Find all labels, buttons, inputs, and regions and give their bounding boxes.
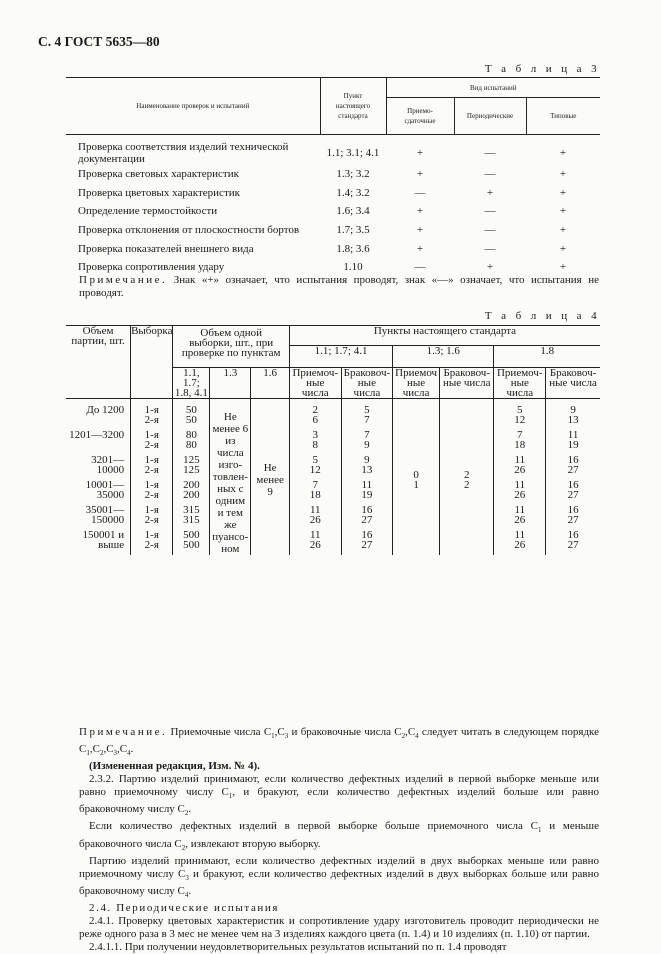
value: 13 <box>567 414 579 426</box>
table4-g2-reject: Браковоч-ные числа <box>440 368 494 399</box>
table4-cell-s1 <box>173 430 210 455</box>
value: 9 <box>364 439 370 452</box>
paragraph-2-3-2 <box>79 773 599 820</box>
table3-cell-point: 1.8; 3.6 <box>336 242 370 255</box>
value: 2-я <box>144 464 159 477</box>
table4-cell-s1 <box>173 399 210 431</box>
table3-cell-accept: — <box>414 261 426 274</box>
table4-row <box>66 455 600 480</box>
table4-cell-volume <box>66 455 131 480</box>
table3-cell-accept: + <box>416 205 424 218</box>
value: 2 <box>312 404 318 416</box>
value: 9 <box>570 404 576 416</box>
table4-cell-volume <box>66 399 131 431</box>
value: 16 <box>361 529 373 542</box>
table3-cell-type: + <box>559 242 567 255</box>
table3-cell-type: + <box>559 147 567 159</box>
table4-cell-g1-accept <box>289 399 341 431</box>
table4-cell-g1-accept <box>289 480 341 505</box>
table4-row <box>66 399 600 431</box>
value: 1-я <box>144 529 159 542</box>
table4-cell-g3-accept <box>494 430 546 455</box>
table4-group1: 1.1; 1.7; 4.1 <box>289 346 392 368</box>
value: 9 <box>364 454 370 467</box>
value: 11 <box>309 504 321 517</box>
value: 16 <box>567 479 579 492</box>
table4-cell-sample <box>131 430 173 455</box>
value: 200 <box>183 479 200 492</box>
subscript: 2 <box>181 843 186 852</box>
table3-note <box>79 274 599 300</box>
subscript: 2 <box>401 732 406 741</box>
text: Партию изделий принимают, если количество дефектных изделий в двух выборках меньше или равно приемочному числу С <box>79 854 599 880</box>
text: , извлекают вторую выборку. <box>185 837 321 850</box>
value: 16 <box>567 529 579 542</box>
table3-cell-periodic: + <box>486 186 494 199</box>
value: 2-я <box>144 539 159 552</box>
table4-cell-g1-reject <box>341 505 393 530</box>
table3-row <box>66 239 600 258</box>
value: 26 <box>514 514 526 527</box>
table4-cell-g1-accept <box>289 455 341 480</box>
value: 27 <box>567 464 579 477</box>
value: 19 <box>361 489 373 502</box>
table3-cell-type: + <box>559 205 567 218</box>
table4-cell-g2-accept <box>393 399 440 556</box>
value: 12 <box>309 464 321 477</box>
table3-cell-point: 1.3; 3.2 <box>336 168 370 181</box>
subscript: 1 <box>538 826 542 835</box>
note-text: следует читать в следующем порядке С <box>79 726 600 756</box>
table3-cell-name: Проверка соответствия изделий технической документации <box>78 141 289 165</box>
value: Не менее 9 <box>256 462 284 498</box>
value: 50 <box>185 414 197 426</box>
table4-cell-sample <box>131 455 173 480</box>
value: 315 <box>183 514 200 527</box>
text: и меньше браковочного числа С <box>79 820 599 850</box>
table4-cell-g3-reject <box>546 505 600 530</box>
table3-cell-periodic: — <box>484 147 496 159</box>
table4-g1-accept: Приемоч-ные числа <box>289 368 341 399</box>
table3-cell-point: 1.1; 3.1; 4.1 <box>326 147 380 159</box>
note-text: ,С <box>405 726 416 738</box>
table4-group3: 1.8 <box>494 346 600 368</box>
table3-cell-point: 1.6; 3.4 <box>336 205 370 218</box>
table4-cell-g3-accept <box>494 399 546 431</box>
value: 13 <box>361 464 373 477</box>
value: 1 <box>413 479 419 491</box>
value: 27 <box>567 489 579 502</box>
table3-cell-type: + <box>559 261 567 274</box>
table3-caption: Т а б л и ц а 3 <box>484 63 600 75</box>
table3-cell-name: Определение термостойкости <box>78 205 218 218</box>
value: 26 <box>514 464 526 477</box>
value: 12 <box>514 414 526 426</box>
table3-col-periodic: Периодические <box>454 98 526 135</box>
table3-cell-periodic: — <box>484 205 496 218</box>
table3-note-text: Знак «+» означает, что испытания проводят, знак «—» означает, что испытания не проводят. <box>79 274 599 299</box>
subscript: 4 <box>184 891 189 900</box>
text: и бракуют, если количество дефектных изделий в двух выборках больше или равно браковочному числу С <box>79 867 599 897</box>
table3-cell-name: Проверка световых характеристик <box>78 168 239 181</box>
table3-cell-periodic: — <box>484 168 496 181</box>
table4-cell-g3-accept <box>494 455 546 480</box>
value: 35001—150000 <box>85 504 125 527</box>
text: , и бракуют, если количество дефектных изделий больше или равно браковочному числу С <box>79 786 599 816</box>
text: . <box>188 803 192 816</box>
edit-note: (Измененная редакция, Изм. № 4). <box>89 760 260 772</box>
paragraph-second-sample <box>79 820 599 854</box>
value: 150001 и выше <box>82 529 125 552</box>
table4-cell-sample <box>131 530 173 555</box>
note-text: и браковочные числа С <box>288 726 402 738</box>
value: 80 <box>185 439 197 452</box>
table3-row <box>66 184 600 203</box>
value: 1-я <box>144 479 159 492</box>
table4-row <box>66 430 600 455</box>
note-text: ,С <box>89 743 100 756</box>
paragraph-2-4-1-1: 2.4.1.1. При получении неудовлетворительных результатов испытаний по п. 1.4 проводят <box>89 941 507 954</box>
table3-cell-accept: — <box>414 186 426 199</box>
value: 315 <box>183 504 200 517</box>
value: 1-я <box>144 429 159 442</box>
value: 5 <box>364 404 370 416</box>
value: 200 <box>183 489 200 502</box>
value: 27 <box>567 539 579 552</box>
table4-sub2: 1.3 <box>210 368 251 399</box>
note-text: Приемочные числа С <box>167 726 272 738</box>
value: 2-я <box>144 439 159 452</box>
table3-cell-name: Проверка сопротивления удару <box>78 261 225 274</box>
value: 1-я <box>144 404 159 416</box>
value: 1201—3200 <box>69 429 125 442</box>
body-text <box>79 760 599 954</box>
subscript: 1 <box>271 732 275 741</box>
table3-note-label: Примечание. <box>79 274 168 286</box>
value: 26 <box>309 514 321 527</box>
table4-row <box>66 480 600 505</box>
table3-row <box>66 165 600 184</box>
value: 7 <box>517 429 523 442</box>
value: 11 <box>309 529 321 542</box>
table3-cell-periodic: + <box>486 261 494 274</box>
table3-cell-point: 1.4; 3.2 <box>336 186 370 199</box>
value: 2-я <box>144 489 159 502</box>
table4-cell-sample <box>131 505 173 530</box>
table4-cell-volume <box>66 530 131 555</box>
table4-cell-g3-reject <box>546 455 600 480</box>
table4-caption: Т а б л и ц а 4 <box>484 310 600 322</box>
value: 11 <box>514 479 526 492</box>
value: 27 <box>361 514 373 527</box>
table4-cell-g1-reject <box>341 430 393 455</box>
table3-cell-point: 1.10 <box>343 261 363 274</box>
subscript: 3 <box>185 873 189 882</box>
value: 16 <box>361 504 373 517</box>
subscript: 1 <box>86 749 90 758</box>
note-text: ,С <box>274 726 285 738</box>
value: 2-я <box>144 514 159 527</box>
value: 5 <box>312 454 318 467</box>
table4-col-onesample: Объем одной выборки, шт., при проверке по пунктам <box>173 326 289 368</box>
table4-cell-sample <box>131 399 173 431</box>
table4-cell-g3-accept <box>494 505 546 530</box>
value: 125 <box>183 454 200 467</box>
table4-note-label: Примечание. <box>79 726 168 738</box>
value: 11 <box>514 454 526 467</box>
value: 7 <box>364 429 370 442</box>
value: 8 <box>312 439 318 452</box>
table3-row <box>66 202 600 221</box>
text: 2.3.2. Партию изделий принимают, если количество дефектных изделий в первой выборке меньше или равно приемочному числу С <box>79 773 599 798</box>
table3-cell-name: Проверка отклонения от плоскостности бортов <box>78 224 300 237</box>
table4-cell-volume <box>66 480 131 505</box>
table4-cell-g3-reject <box>546 430 600 455</box>
value: 11 <box>361 479 373 492</box>
table4-g2-accept: Приемоч ные числа <box>393 368 440 399</box>
table3-cell-name: Проверка цветовых характеристик <box>78 186 240 199</box>
value: 7 <box>364 414 370 426</box>
value: 0 <box>413 469 419 481</box>
value: 26 <box>309 539 321 552</box>
table4-cell-g1-reject <box>341 530 393 555</box>
table4-col-points: Пункты настоящего стандарта <box>289 326 600 346</box>
value: 10001—35000 <box>85 479 125 502</box>
value: 5 <box>517 404 523 416</box>
table4-cell-s1 <box>173 505 210 530</box>
table4-g3-accept: Приемоч-ные числа <box>494 368 546 399</box>
value: 2 <box>463 479 470 491</box>
value: 16 <box>567 504 579 517</box>
value: 2 <box>463 469 470 481</box>
value: До 1200 <box>86 404 125 416</box>
table4-cell-s3 <box>251 399 290 556</box>
table4-row <box>66 530 600 555</box>
table4-cell-g3-accept <box>494 530 546 555</box>
table3-cell-accept: + <box>416 147 424 159</box>
table3-row <box>66 135 600 166</box>
table3 <box>66 77 600 277</box>
subscript: 2 <box>99 749 104 758</box>
table4-cell-g1-accept <box>289 530 341 555</box>
value: 11 <box>514 529 526 542</box>
value: Не менее 6 из числа изго-товлен-ных с одним и тем же пуансо-ном <box>212 411 249 555</box>
table3-cell-point: 1.7; 3.5 <box>336 224 370 237</box>
subscript: 3 <box>284 732 289 741</box>
paragraph-2-4-1: 2.4.1. Проверку цветовых характеристик и сопротивление удару изготовитель проводит периодически не реже одного раза в 3 мес не менее чем на 3 изделиях каждого цвета (п. 1.4) и 10 изделиях (п. 1.10) от партии. <box>79 915 599 941</box>
table3-cell-periodic: — <box>484 224 496 237</box>
table3-col-type: Типовые <box>526 98 600 135</box>
table4-sub1: 1.1, 1.7; 1.8, 4.1 <box>174 367 208 399</box>
table3-cell-name: Проверка показателей внешнего вида <box>78 242 254 255</box>
table4-g1-reject: Браковоч-ные числа <box>341 368 393 399</box>
subscript: 4 <box>127 749 131 758</box>
note-text: ,С <box>103 743 114 756</box>
table4-cell-g3-reject <box>546 399 600 431</box>
value: 500 <box>183 529 200 542</box>
subscript: 4 <box>415 732 419 741</box>
value: 3 <box>312 429 318 442</box>
table4-group2: 1.3; 1.6 <box>393 346 494 368</box>
table4-col-sample: Выборка <box>131 326 173 399</box>
page-header: С. 4 ГОСТ 5635—80 <box>38 34 160 49</box>
table4-g3-reject: Браковоч-ные числа <box>546 368 600 399</box>
table3-col-point: Пункт настоящего стандарта <box>320 78 386 135</box>
text: Если количество дефектных изделий в первой выборке больше приемочного числа С <box>89 820 539 833</box>
note-text: ,С <box>117 743 128 756</box>
value: 18 <box>309 489 321 502</box>
table3-cell-accept: + <box>416 168 424 181</box>
table4-row <box>66 505 600 530</box>
table3-cell-type: + <box>559 224 567 237</box>
table4-cell-g1-reject <box>341 399 393 431</box>
value: 500 <box>183 539 200 552</box>
table4-cell-g3-reject <box>546 480 600 505</box>
table4-cell-g1-accept <box>289 505 341 530</box>
table4-note <box>79 726 599 760</box>
value: 7 <box>312 479 318 492</box>
table3-col-types: Вид испытаний <box>386 78 600 98</box>
value: 19 <box>567 439 579 452</box>
table4-cell-volume <box>66 505 131 530</box>
table3-cell-accept: + <box>416 224 424 237</box>
table4-col-volume: Объем партии, шт. <box>66 326 131 399</box>
value: 80 <box>185 429 197 442</box>
value: 125 <box>183 464 200 477</box>
value: 16 <box>567 454 579 467</box>
table4-cell-s1 <box>173 480 210 505</box>
table4-cell-g1-reject <box>341 480 393 505</box>
table4-sub3: 1.6 <box>251 368 290 399</box>
table3-cell-periodic: — <box>484 242 496 255</box>
text: . <box>188 884 192 897</box>
note-text: . <box>130 743 134 756</box>
table4-cell-g3-reject <box>546 530 600 555</box>
table3-col-accept: Приемо-сдаточные <box>386 98 454 135</box>
value: 26 <box>514 539 526 552</box>
table4-cell-g2-reject <box>440 399 494 556</box>
table4-cell-s1 <box>173 455 210 480</box>
subscript: 2 <box>184 809 189 818</box>
table3-cell-accept: + <box>416 242 424 255</box>
value: 1-я <box>144 454 159 467</box>
table3-cell-type: + <box>559 186 567 199</box>
value: 50 <box>185 404 197 416</box>
table4-cell-g1-reject <box>341 455 393 480</box>
value: 18 <box>514 439 526 452</box>
value: 27 <box>361 539 373 552</box>
value: 2-я <box>144 414 159 426</box>
value: 26 <box>514 489 526 502</box>
section-2-4: 2.4. Периодические испытания <box>89 902 280 915</box>
subscript: 3 <box>113 749 118 758</box>
table3-cell-type: + <box>559 168 567 181</box>
table4-cell-g3-accept <box>494 480 546 505</box>
table3-col-name: Наименование проверок и испытаний <box>66 78 320 135</box>
value: 6 <box>312 414 318 426</box>
table4-cell-g1-accept <box>289 430 341 455</box>
table4-cell-sample <box>131 480 173 505</box>
paragraph-two-samples <box>79 855 599 902</box>
subscript: 1 <box>228 792 233 801</box>
table4 <box>66 325 600 555</box>
value: 3201—10000 <box>91 454 125 477</box>
table4-cell-volume <box>66 430 131 455</box>
table4-cell-s2 <box>210 399 251 556</box>
value: 27 <box>567 514 579 527</box>
value: 1-я <box>144 504 159 517</box>
table4-cell-s1 <box>173 530 210 555</box>
value: 11 <box>514 504 526 517</box>
table3-row <box>66 221 600 240</box>
value: 11 <box>567 429 579 442</box>
